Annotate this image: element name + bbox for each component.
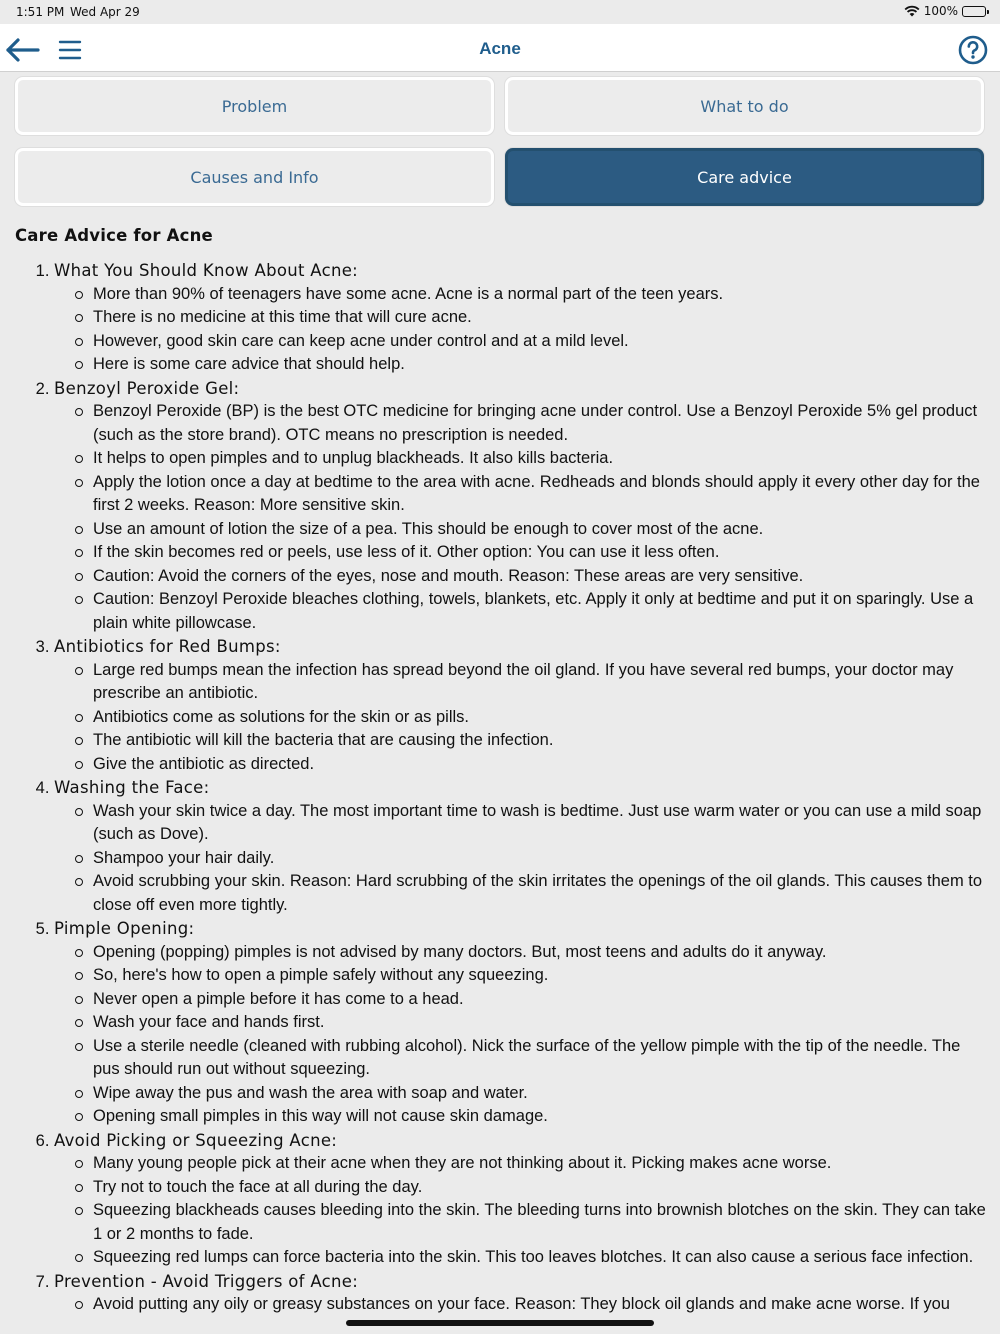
battery-icon bbox=[962, 6, 986, 17]
bullet-item: Large red bumps mean the infection has spread beyond the oil gland. If you have several red bumps, your doctor may prescribe an antibiotic. bbox=[93, 659, 995, 706]
status-date: Wed Apr 29 bbox=[70, 5, 140, 19]
section-title: 5. Pimple Opening: bbox=[54, 919, 195, 938]
section-title: 4. Washing the Face: bbox=[54, 778, 210, 797]
section-title: 6. Avoid Picking or Squeezing Acne: bbox=[54, 1130, 338, 1150]
content-heading: Care Advice for Acne bbox=[15, 226, 213, 245]
bullet-item: Never open a pimple before it has come to a head. bbox=[93, 988, 995, 1012]
section-title: 7. Prevention - Avoid Triggers of Acne: bbox=[54, 1271, 359, 1291]
bullet-item: Use a sterile needle (cleaned with rubbing alcohol). Nick the surface of the yellow pimple with the tip of the needle. The pus should run out without squeezing. bbox=[93, 1035, 995, 1082]
advice-section bbox=[54, 917, 995, 1129]
bullet-item: Squeezing blackheads causes bleeding into the skin. The bleeding turns into brownish blotches on the skin. They can take 1 or 2 months to fade. bbox=[93, 1199, 995, 1246]
bullet-item: Caution: Avoid the corners of the eyes, nose and mouth. Reason: These areas are very sensitive. bbox=[93, 565, 995, 589]
bullet-item: Avoid scrubbing your skin. Reason: Hard scrubbing of the skin irritates the openings of the oil glands. This causes them to close off even more tightly. bbox=[93, 870, 995, 917]
bullet-item: Wipe away the pus and wash the area with soap and water. bbox=[93, 1082, 995, 1106]
tab-care-advice[interactable]: Care advice bbox=[505, 148, 984, 206]
bullet-item: There is no medicine at this time that will cure acne. bbox=[93, 306, 995, 330]
section-bullets bbox=[54, 1152, 995, 1270]
section-title: 2. Benzoyl Peroxide Gel: bbox=[54, 378, 240, 398]
status-bar bbox=[0, 0, 1000, 24]
section-bullets bbox=[54, 941, 995, 1129]
bullet-item: The antibiotic will kill the bacteria that are causing the infection. bbox=[93, 729, 995, 753]
battery-percent: 100% bbox=[923, 4, 958, 18]
bullet-item: However, good skin care can keep acne under control and at a mild level. bbox=[93, 330, 995, 354]
page-title: Acne bbox=[479, 39, 521, 58]
care-advice-content bbox=[15, 226, 995, 1317]
status-time: 1:51 PM bbox=[16, 5, 65, 19]
bullet-item: Wash your face and hands first. bbox=[93, 1011, 995, 1035]
tab-problem[interactable]: Problem bbox=[15, 77, 494, 135]
bullet-item: Opening small pimples in this way will not cause skin damage. bbox=[93, 1105, 995, 1129]
help-icon[interactable] bbox=[958, 35, 988, 65]
section-bullets bbox=[54, 400, 995, 635]
section-title: 1. What You Should Know About Acne: bbox=[54, 261, 359, 280]
advice-section bbox=[54, 259, 995, 377]
bullet-item: Antibiotics come as solutions for the skin or as pills. bbox=[93, 706, 995, 730]
bullet-item: Here is some care advice that should help. bbox=[93, 353, 995, 377]
nav-bar bbox=[0, 24, 1000, 72]
status-right bbox=[904, 4, 986, 18]
bullet-item: Opening (popping) pimples is not advised by many doctors. But, most teens and adults do it anyway. bbox=[93, 941, 995, 965]
bullet-item: Caution: Benzoyl Peroxide bleaches clothing, towels, blankets, etc. Apply it only at bedtime and put it on sparingly. Use a plain white pillowcase. bbox=[93, 588, 995, 635]
bullet-item: So, here's how to open a pimple safely without any squeezing. bbox=[93, 964, 995, 988]
bullet-item: Try not to touch the face at all during the day. bbox=[93, 1176, 995, 1200]
advice-sections bbox=[15, 259, 995, 1317]
advice-section bbox=[54, 1270, 995, 1317]
advice-section bbox=[54, 776, 995, 917]
bullet-item: Use an amount of lotion the size of a pea. This should be enough to cover most of the acne. bbox=[93, 518, 995, 542]
section-bullets bbox=[54, 659, 995, 777]
bullet-item: If the skin becomes red or peels, use less of it. Other option: You can use it less often. bbox=[93, 541, 995, 565]
wifi-icon bbox=[904, 5, 920, 17]
advice-section bbox=[54, 635, 995, 776]
home-indicator[interactable] bbox=[346, 1320, 654, 1326]
section-title: 3. Antibiotics for Red Bumps: bbox=[54, 637, 281, 656]
bullet-item: Many young people pick at their acne when they are not thinking about it. Picking makes acne worse. bbox=[93, 1152, 995, 1176]
tab-causes-and-info[interactable]: Causes and Info bbox=[15, 148, 494, 206]
bullet-item: Give the antibiotic as directed. bbox=[93, 753, 995, 777]
section-bullets bbox=[54, 1293, 995, 1317]
section-bullets bbox=[54, 800, 995, 918]
bullet-item: Wash your skin twice a day. The most important time to wash is bedtime. Just use warm water or you can use a mild soap (such as Dove). bbox=[93, 800, 995, 847]
tab-what-to-do[interactable]: What to do bbox=[505, 77, 984, 135]
bullet-item: Apply the lotion once a day at bedtime to the area with acne. Redheads and blonds should apply it every other day for the first 2 weeks. Reason: More sensitive skin. bbox=[93, 471, 995, 518]
section-bullets bbox=[54, 283, 995, 377]
bullet-item: Shampoo your hair daily. bbox=[93, 847, 995, 871]
advice-section bbox=[54, 1129, 995, 1270]
advice-section bbox=[54, 377, 995, 636]
bullet-item: Squeezing red lumps can force bacteria into the skin. This too leaves blotches. It can also cause a serious face infection. bbox=[93, 1246, 995, 1270]
bullet-item: It helps to open pimples and to unplug blackheads. It also kills bacteria. bbox=[93, 447, 995, 471]
bullet-item: Benzoyl Peroxide (BP) is the best OTC medicine for bringing acne under control. Use a Benzoyl Peroxide 5% gel product (such as the store brand). OTC means no prescription is needed. bbox=[93, 400, 995, 447]
bullet-item: More than 90% of teenagers have some acne. Acne is a normal part of the teen years. bbox=[93, 283, 995, 307]
bullet-item: Avoid putting any oily or greasy substances on your face. Reason: They block oil glands and make acne worse. If you bbox=[93, 1293, 995, 1317]
